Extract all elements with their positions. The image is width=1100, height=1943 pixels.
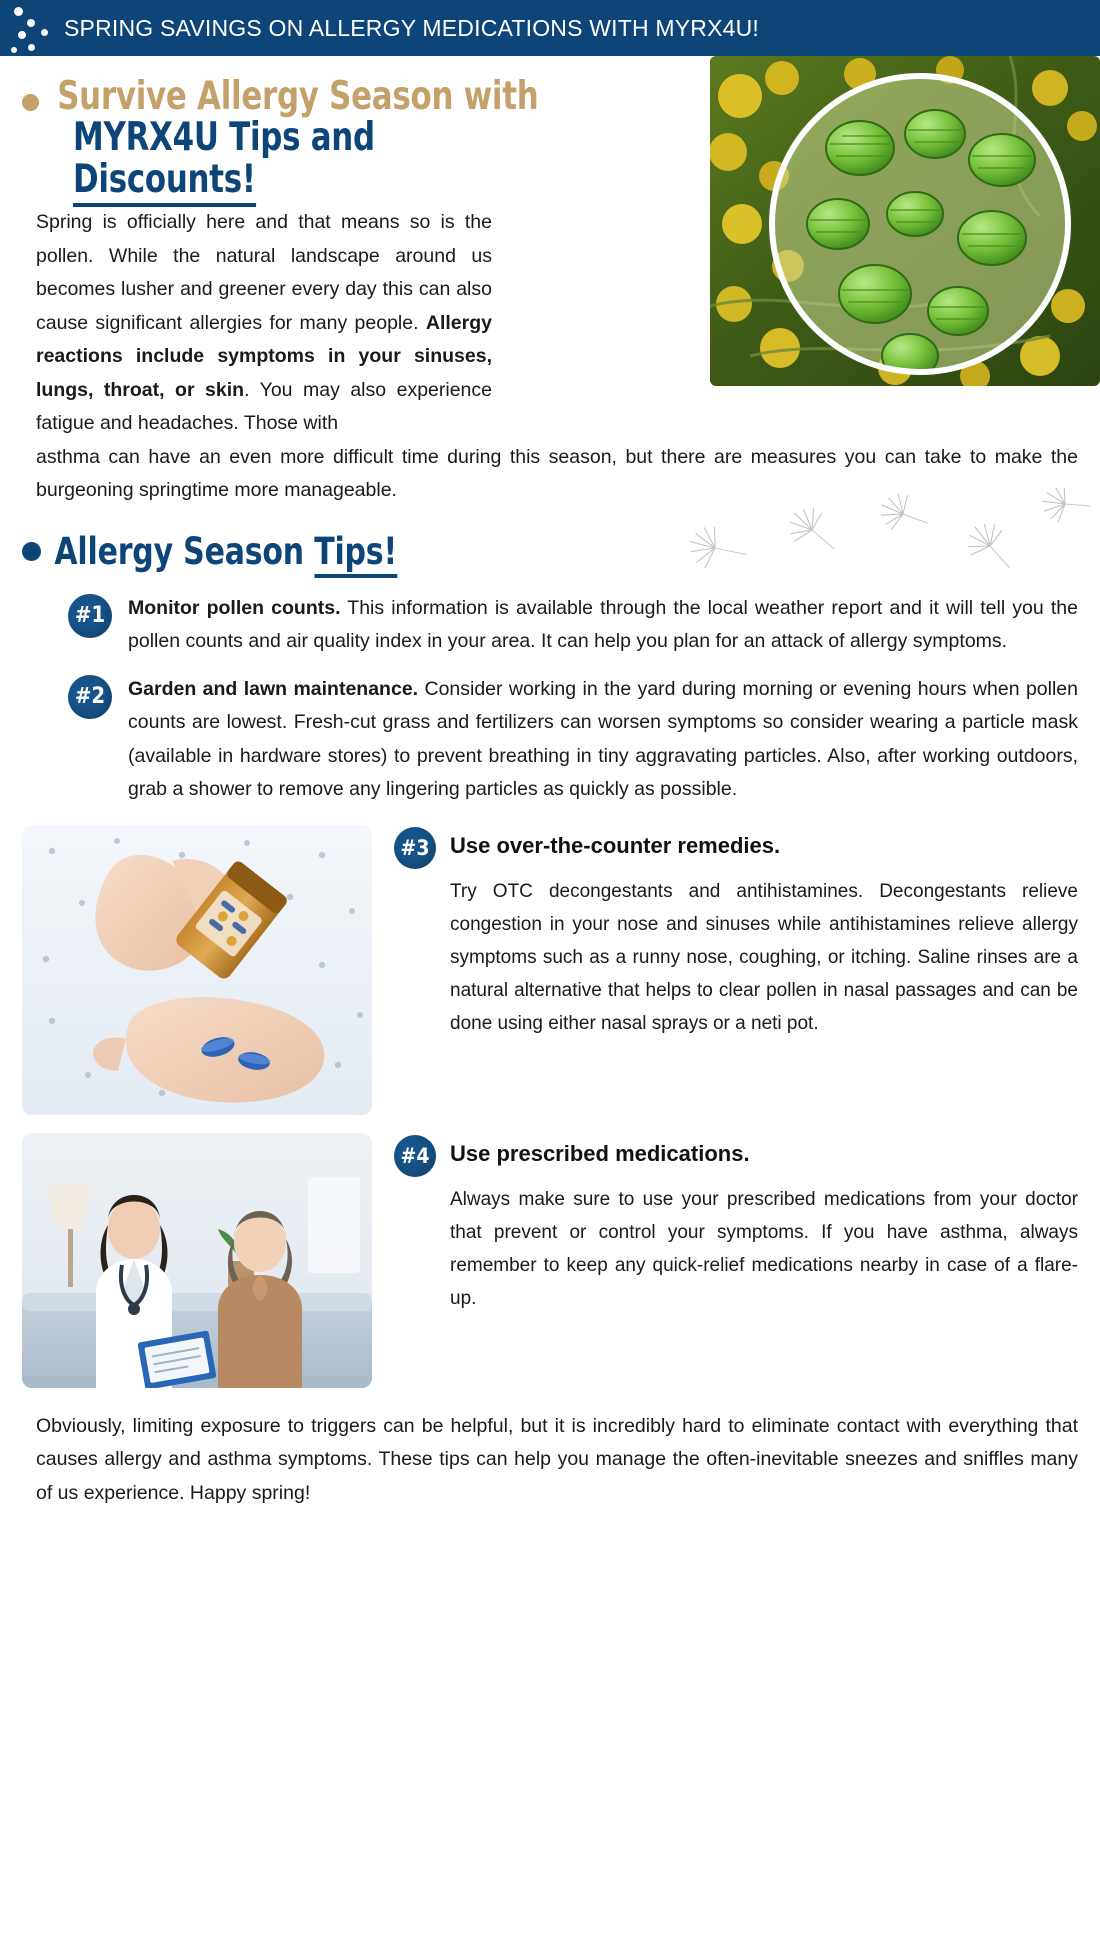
tip-lead: Monitor pollen counts. bbox=[128, 596, 341, 619]
outro-paragraph: Obviously, limiting exposure to triggers can be helpful, but it is incredibly hard to eliminate contact with everything that causes allergy and asthma symptoms. These tips can help you manage the often-inevitable sneezes and sniffles many of us experience. Happy spring! bbox=[36, 1414, 1078, 1505]
tip-text bbox=[128, 673, 1078, 807]
tip-badge: #3 bbox=[394, 827, 436, 869]
tip-title: Use prescribed medications. bbox=[450, 1140, 750, 1166]
intro-text-part1: Spring is officially here and that means so is the pollen. While the natural landscape around us becomes lusher and greener every day this can also cause significant allergies for many people. bbox=[36, 210, 492, 334]
intro-paragraph-full: asthma can have an even more difficult time during this season, but there are measures you can take to make the burgeoning springtime more manageable. bbox=[36, 445, 1078, 502]
dots-decoration-icon bbox=[0, 0, 70, 56]
header-title: SPRING SAVINGS ON ALLERGY MEDICATIONS WITH MYRX4U! bbox=[64, 14, 760, 41]
headline-line-2-plain: MYRX4U Tips and bbox=[73, 115, 375, 161]
tip-badge: #1 bbox=[68, 594, 112, 638]
tips-section-title bbox=[22, 530, 972, 573]
tip-row bbox=[22, 592, 1078, 659]
intro-paragraph-wrap bbox=[22, 206, 1078, 508]
intro-paragraph-narrow bbox=[22, 206, 492, 441]
media-tip-block bbox=[22, 825, 1078, 1115]
tips-title-plain: Allergy Season bbox=[54, 529, 315, 573]
tip-body: Consider working in the yard during morning or evening hours when pollen counts are lowest. Fresh-cut grass and fertilizers can worsen symptoms so consider wearing a particle mask (available in hardware stores) to prevent breathing in tiny aggravating particles. Also, after working outdoors, grab a shower to remove any lingering particles as quickly as possible. bbox=[128, 677, 1078, 801]
tip-body: This information is available through the local weather report and it will tell you the pollen counts and air quality index in your area. It can help you plan for an attack of allergy symptoms. bbox=[128, 596, 1078, 653]
intro-text-part2: . You may also experience fatigue and headaches. Those with bbox=[36, 378, 492, 435]
intro-headline-block bbox=[22, 56, 622, 200]
hand-pouring-pills-icon bbox=[22, 825, 372, 1115]
headline-line-1: Survive Allergy Season with bbox=[57, 74, 539, 119]
media-tip-head bbox=[394, 1133, 1078, 1177]
intro-text-bold: Allergy reactions include symptoms in your sinuses, lungs, throat, or skin bbox=[36, 311, 492, 401]
tip-body: Always make sure to use your prescribed medications from your doctor that prevent or control your symptoms. If you have asthma, always remember to keep any quick-relief medications nearby in case of a flare-up. bbox=[450, 1188, 1078, 1310]
media-tip-head bbox=[394, 825, 1078, 869]
media-tip-col bbox=[394, 1133, 1078, 1315]
tip-image-doctor-patient bbox=[22, 1133, 372, 1388]
tips-title-underlined: Tips! bbox=[314, 530, 397, 578]
media-tip-col bbox=[394, 825, 1078, 1040]
media-tip-block bbox=[22, 1133, 1078, 1388]
tip-text bbox=[128, 592, 1078, 659]
headline-line-2-underlined: Discounts! bbox=[73, 157, 256, 207]
tip-badge: #4 bbox=[394, 1135, 436, 1177]
tip-image-pills bbox=[22, 825, 372, 1115]
page-header bbox=[0, 0, 1100, 56]
tip-row bbox=[22, 673, 1078, 807]
doctor-with-patient-icon bbox=[22, 1133, 372, 1388]
page-title bbox=[22, 76, 550, 200]
page-content bbox=[0, 56, 1100, 1511]
tip-badge: #2 bbox=[68, 675, 112, 719]
tips-heading-block bbox=[22, 530, 1078, 578]
tip-body: Try OTC decongestants and antihistamines. Decongestants relieve congestion in your nose and sinuses while antihistamines relieve allergy symptoms such as a runny nose, coughing, or itching. Saline rinses are a natural alternative that helps to clear pollen in nasal passages and can be done using either nasal sprays or a neti pot. bbox=[450, 880, 1078, 1035]
headline-line-2 bbox=[22, 117, 550, 200]
tip-title: Use over-the-counter remedies. bbox=[450, 832, 781, 858]
tip-lead: Garden and lawn maintenance. bbox=[128, 677, 419, 700]
